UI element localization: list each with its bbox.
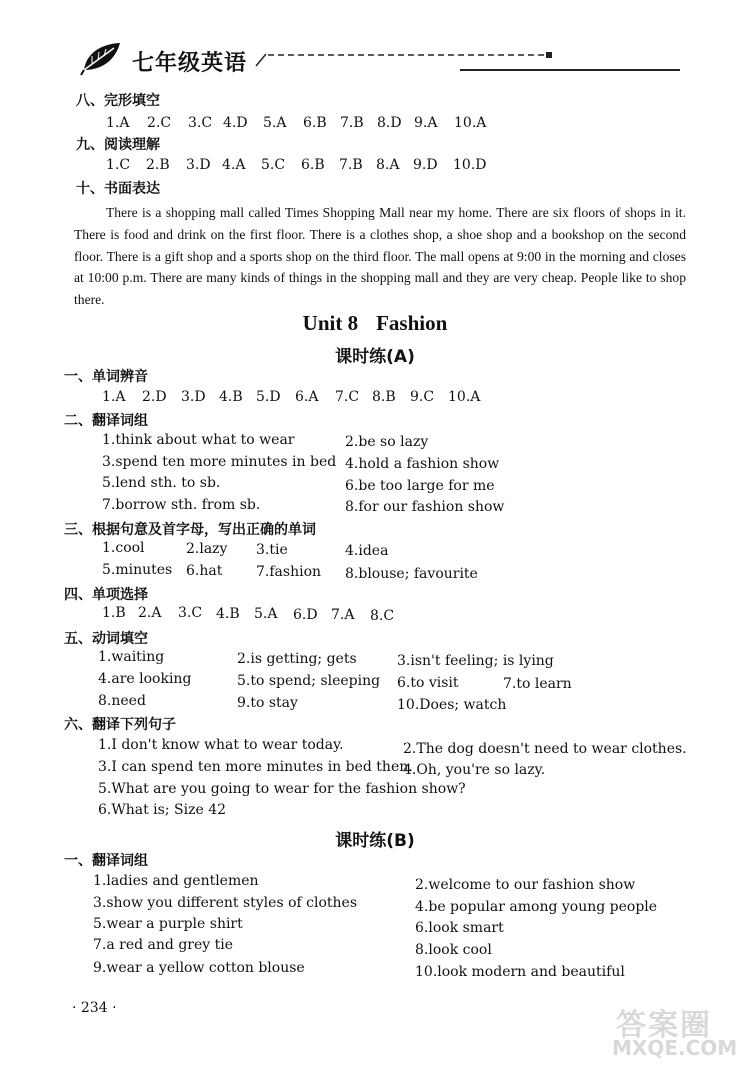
sentence-a6-4: 4.Oh, you're so lazy. bbox=[403, 762, 546, 778]
phrase-a2-1: 1.think about what to wear bbox=[102, 432, 295, 448]
phrase-b1-3: 3.show you different styles of clothes bbox=[93, 895, 358, 911]
answer-s9-7: 7.B bbox=[339, 157, 363, 173]
page-header bbox=[70, 36, 690, 82]
phrase-a2-6: 6.be too large for me bbox=[345, 478, 495, 494]
answer-s8-5: 5.A bbox=[263, 115, 287, 131]
sentence-a6-3: 3.I can spend ten more minutes in bed then. bbox=[98, 759, 413, 775]
word-a3-4: 4.idea bbox=[345, 543, 389, 559]
verb-a5-6: 6.to visit bbox=[397, 675, 459, 691]
verb-a5-4: 4.are looking bbox=[98, 671, 192, 687]
answer-s9-9: 9.D bbox=[413, 157, 438, 173]
answer-s9-8: 8.A bbox=[376, 157, 400, 173]
verb-a5-10: 10.Does; watch bbox=[397, 697, 507, 713]
verb-a5-9: 9.to stay bbox=[237, 695, 298, 711]
answer-a4-2: 2.A bbox=[138, 605, 162, 621]
answer-s9-10: 10.D bbox=[453, 157, 487, 173]
answer-s8-7: 7.B bbox=[340, 115, 364, 131]
section-heading-a6: 六、翻译下列句子 bbox=[64, 717, 176, 733]
section-heading-a4: 四、单项选择 bbox=[64, 587, 148, 603]
phrase-b1-1: 1.ladies and gentlemen bbox=[93, 873, 259, 889]
sentence-a6-1: 1.I don't know what to wear today. bbox=[98, 737, 344, 753]
answer-a4-8: 8.C bbox=[370, 608, 395, 624]
answer-a4-6: 6.D bbox=[293, 607, 318, 623]
answer-s8-9: 9.A bbox=[414, 115, 438, 131]
lesson-a-title: 课时练(A) bbox=[335, 347, 415, 367]
section-heading-a2: 二、翻译词组 bbox=[64, 413, 148, 429]
verb-a5-8: 8.need bbox=[98, 693, 146, 709]
answer-s8-4: 4.D bbox=[223, 115, 248, 131]
phrase-a2-8: 8.for our fashion show bbox=[345, 499, 505, 515]
unit-number: Unit 8 bbox=[302, 311, 359, 335]
answer-s8-1: 1.A bbox=[106, 115, 130, 131]
phrase-b1-7: 7.a red and grey tie bbox=[93, 937, 234, 953]
phrase-b1-5: 5.wear a purple shirt bbox=[93, 916, 243, 932]
essay-paragraph: There is a shopping mall called Times Shopping Mall near my home. There are six floors of shops in it. There is food and drink on the first floor. There is a clothes shop, a shoe shop and a bookshop on the second floor. There is a gift shop and a sports shop on the third floor. The mall opens at 9:00 in the morning and closes at 10:00 p.m. There are many kinds of things in the shopping mall and they are very cheap. People like to shop there. bbox=[74, 205, 686, 308]
verb-a5-3: 3.isn't feeling; is lying bbox=[397, 653, 554, 669]
answer-a4-3: 3.C bbox=[178, 605, 203, 621]
phrase-b1-4: 4.be popular among young people bbox=[415, 899, 658, 915]
word-a3-6: 6.hat bbox=[186, 563, 223, 579]
answer-s9-3: 3.D bbox=[186, 157, 211, 173]
answer-a1-5: 5.D bbox=[256, 389, 281, 405]
answer-a1-4: 4.B bbox=[219, 389, 243, 405]
answer-a1-7: 7.C bbox=[335, 389, 360, 405]
sentence-a6-6: 6.What is; Size 42 bbox=[98, 802, 227, 818]
unit-name: Fashion bbox=[376, 311, 448, 335]
header-dash-line bbox=[254, 52, 554, 68]
answer-a4-4: 4.B bbox=[216, 606, 240, 622]
answer-s8-2: 2.C bbox=[147, 115, 172, 131]
answer-s8-8: 8.D bbox=[377, 115, 402, 131]
section-heading-a3: 三、根据句意及首字母，写出正确的单词 bbox=[64, 522, 316, 538]
answer-a1-2: 2.D bbox=[142, 389, 167, 405]
answer-a1-6: 6.A bbox=[295, 389, 319, 405]
phrase-b1-2: 2.welcome to our fashion show bbox=[415, 877, 636, 893]
section-heading-writing: 十、书面表达 bbox=[76, 181, 160, 197]
phrase-a2-4: 4.hold a fashion show bbox=[345, 456, 500, 472]
word-a3-2: 2.lazy bbox=[186, 541, 228, 557]
verb-a5-1: 1.waiting bbox=[98, 649, 165, 665]
sentence-a6-5: 5.What are you going to wear for the fashion show? bbox=[98, 781, 466, 797]
page-number: · 234 · bbox=[72, 1000, 117, 1016]
answer-a4-1: 1.B bbox=[102, 605, 126, 621]
answer-a1-3: 3.D bbox=[181, 389, 206, 405]
header-rule bbox=[460, 69, 680, 71]
phrase-a2-5: 5.lend sth. to sb. bbox=[102, 475, 221, 491]
answer-a4-5: 5.A bbox=[254, 606, 278, 622]
section-heading-reading: 九、阅读理解 bbox=[76, 137, 160, 153]
answer-s8-3: 3.C bbox=[188, 115, 213, 131]
answer-s9-6: 6.B bbox=[301, 157, 325, 173]
leaf-icon bbox=[80, 40, 124, 76]
watermark-text-cn: 答案圈 bbox=[616, 1008, 712, 1043]
answer-s9-1: 1.C bbox=[106, 157, 131, 173]
phrase-b1-6: 6.look smart bbox=[415, 920, 504, 936]
phrase-a2-7: 7.borrow sth. from sb. bbox=[102, 497, 261, 513]
verb-a5-2: 2.is getting; gets bbox=[237, 651, 357, 667]
unit-title bbox=[0, 311, 750, 336]
word-a3-3: 3.tie bbox=[256, 542, 288, 558]
answer-s9-4: 4.A bbox=[222, 157, 246, 173]
section-heading-cloze: 八、完形填空 bbox=[76, 93, 160, 109]
phrase-b1-8: 8.look cool bbox=[415, 942, 492, 958]
answer-s8-6: 6.B bbox=[303, 115, 327, 131]
answer-s9-2: 2.B bbox=[146, 157, 170, 173]
answer-a1-10: 10.A bbox=[448, 389, 481, 405]
section-heading-a1: 一、单词辨音 bbox=[64, 369, 148, 385]
phrase-a2-2: 2.be so lazy bbox=[345, 434, 429, 450]
phrase-b1-10: 10.look modern and beautiful bbox=[415, 964, 625, 980]
header-title: 七年级英语 bbox=[132, 51, 248, 76]
answer-a1-9: 9.C bbox=[410, 389, 435, 405]
sentence-a6-2: 2.The dog doesn't need to wear clothes. bbox=[403, 741, 687, 757]
answer-a1-8: 8.B bbox=[372, 389, 396, 405]
section-heading-b1: 一、翻译词组 bbox=[64, 853, 148, 869]
watermark-logo bbox=[612, 1000, 748, 1064]
answer-a1-1: 1.A bbox=[102, 389, 126, 405]
watermark-text-en: MXQE.COM bbox=[612, 1036, 738, 1060]
word-a3-1: 1.cool bbox=[102, 540, 145, 556]
answer-s8-10: 10.A bbox=[454, 115, 487, 131]
phrase-a2-3: 3.spend ten more minutes in bed bbox=[102, 454, 337, 470]
verb-a5-5: 5.to spend; sleeping bbox=[237, 673, 381, 689]
answer-a4-7: 7.A bbox=[331, 607, 355, 623]
word-a3-5: 5.minutes bbox=[102, 562, 173, 578]
word-a3-7: 7.fashion bbox=[256, 564, 322, 580]
verb-a5-7: 7.to learn bbox=[503, 676, 572, 692]
word-a3-8: 8.blouse; favourite bbox=[345, 566, 478, 582]
phrase-b1-9: 9.wear a yellow cotton blouse bbox=[93, 960, 305, 976]
answer-s9-5: 5.C bbox=[261, 157, 286, 173]
lesson-b-title: 课时练(B) bbox=[335, 831, 415, 851]
section-heading-a5: 五、动词填空 bbox=[64, 631, 148, 647]
